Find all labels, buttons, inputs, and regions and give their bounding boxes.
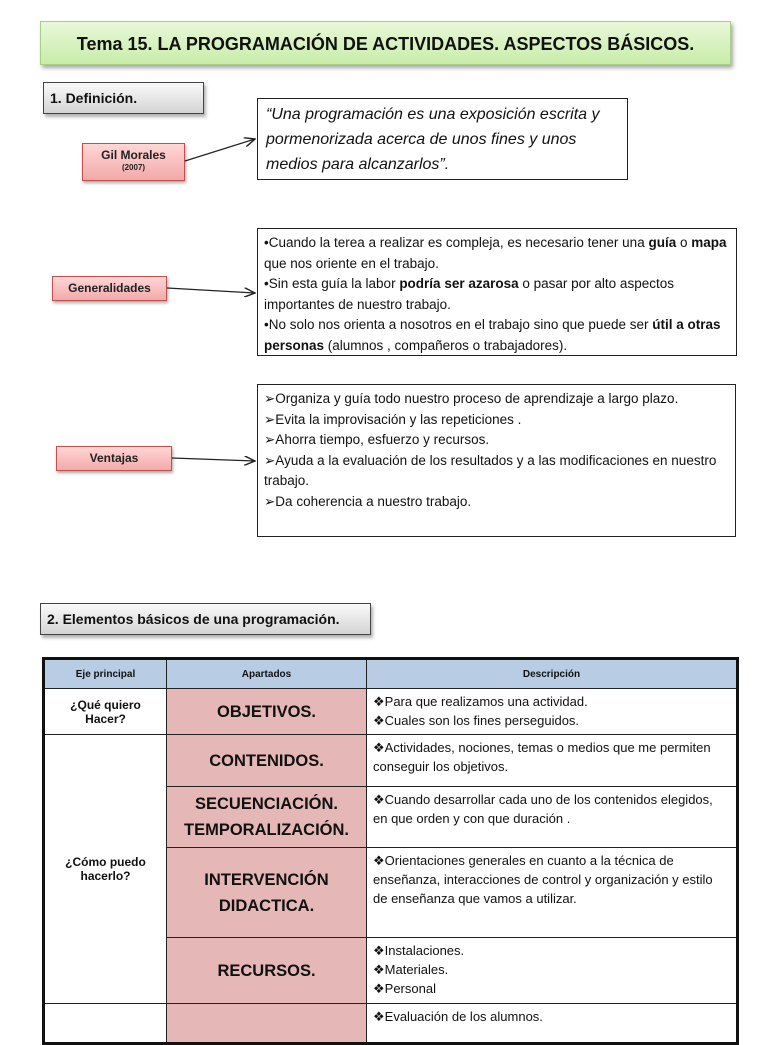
- section-heading-elementos: 2. Elementos básicos de una programación.: [40, 603, 371, 635]
- author-year: (2007): [121, 163, 146, 172]
- apartado-cell: RECURSOS.: [167, 938, 367, 1004]
- eje-cell: ¿Cómo puedo hacerlo?: [44, 735, 167, 1004]
- descripcion-cell: ❖Orientaciones generales en cuanto a la técnica de enseñanza, interacciones de control y organización y estilo de enseñanza que vamos a utilizar.: [367, 848, 738, 938]
- apartado-cell: OBJETIVOS.: [167, 689, 367, 735]
- generalidades-item: •No solo nos orienta a nosotros en el trabajo sino que puede ser útil a otras personas (alumnos , compañeros o trabajadores).: [264, 317, 721, 353]
- table-row: [44, 735, 738, 787]
- ventajas-label: Ventajas: [56, 446, 172, 471]
- column-header: Eje principal: [44, 659, 167, 689]
- arrow-author-to-quote: [185, 139, 255, 161]
- generalidades-label: Generalidades: [52, 276, 167, 301]
- ventajas-item: ➢Ahorra tiempo, esfuerzo y recursos.: [264, 432, 490, 447]
- arrow-ventajas: [172, 458, 255, 461]
- table-header-row: [44, 659, 738, 689]
- page-title: Tema 15. LA PROGRAMACIÓN DE ACTIVIDADES. ASPECTOS BÁSICOS.: [40, 21, 731, 65]
- table-row: [44, 689, 738, 735]
- ventajas-item: ➢Organiza y guía todo nuestro proceso de aprendizaje a largo plazo.: [264, 391, 679, 406]
- ventajas-item: ➢Da coherencia a nuestro trabajo.: [264, 493, 472, 509]
- definition-quote: “Una programación es una exposición escrita y pormenorizada acerca de unos fines y unos medios para alcanzarlos”.: [257, 98, 628, 180]
- generalidades-item: •Cuando la terea a realizar es compleja, es necesario tener una guía o mapa que nos oriente en el trabajo.: [264, 235, 727, 271]
- ventajas-item: ➢Ayuda a la evaluación de los resultados y a las modificaciones en nuestro trabajo.: [264, 452, 717, 488]
- column-header: Apartados: [167, 659, 367, 689]
- arrow-generalidades: [167, 288, 255, 293]
- generalidades-item: •Sin esta guía la labor podría ser azarosa o pasar por alto aspectos importantes de nuestro trabajo.: [264, 276, 674, 312]
- apartado-cell: INTERVENCIÓN DIDACTICA.: [167, 848, 367, 938]
- descripcion-cell: ❖Evaluación de los alumnos.: [367, 1004, 738, 1044]
- author-name: Gil Morales: [101, 148, 166, 162]
- apartado-cell: CONTENIDOS.: [167, 735, 367, 787]
- section-heading-definicion: 1. Definición.: [43, 82, 204, 114]
- descripcion-cell: ❖Actividades, nociones, temas o medios que me permiten conseguir los objetivos.: [367, 735, 738, 787]
- descripcion-cell: ❖Cuando desarrollar cada uno de los contenidos elegidos, en que orden y con que duración .: [367, 787, 738, 848]
- eje-cell: ¿Qué quiero Hacer?: [44, 689, 167, 735]
- column-header: Descripción: [367, 659, 738, 689]
- elements-table: [42, 657, 739, 1045]
- apartado-cell: SECUENCIACIÓN. TEMPORALIZACIÓN.: [167, 787, 367, 848]
- descripcion-cell: ❖Instalaciones. ❖Materiales. ❖Personal: [367, 938, 738, 1004]
- descripcion-cell: ❖Para que realizamos una actividad. ❖Cuales son los fines perseguidos.: [367, 689, 738, 735]
- ventajas-item: ➢Evita la improvisación y las repeticiones .: [264, 411, 522, 427]
